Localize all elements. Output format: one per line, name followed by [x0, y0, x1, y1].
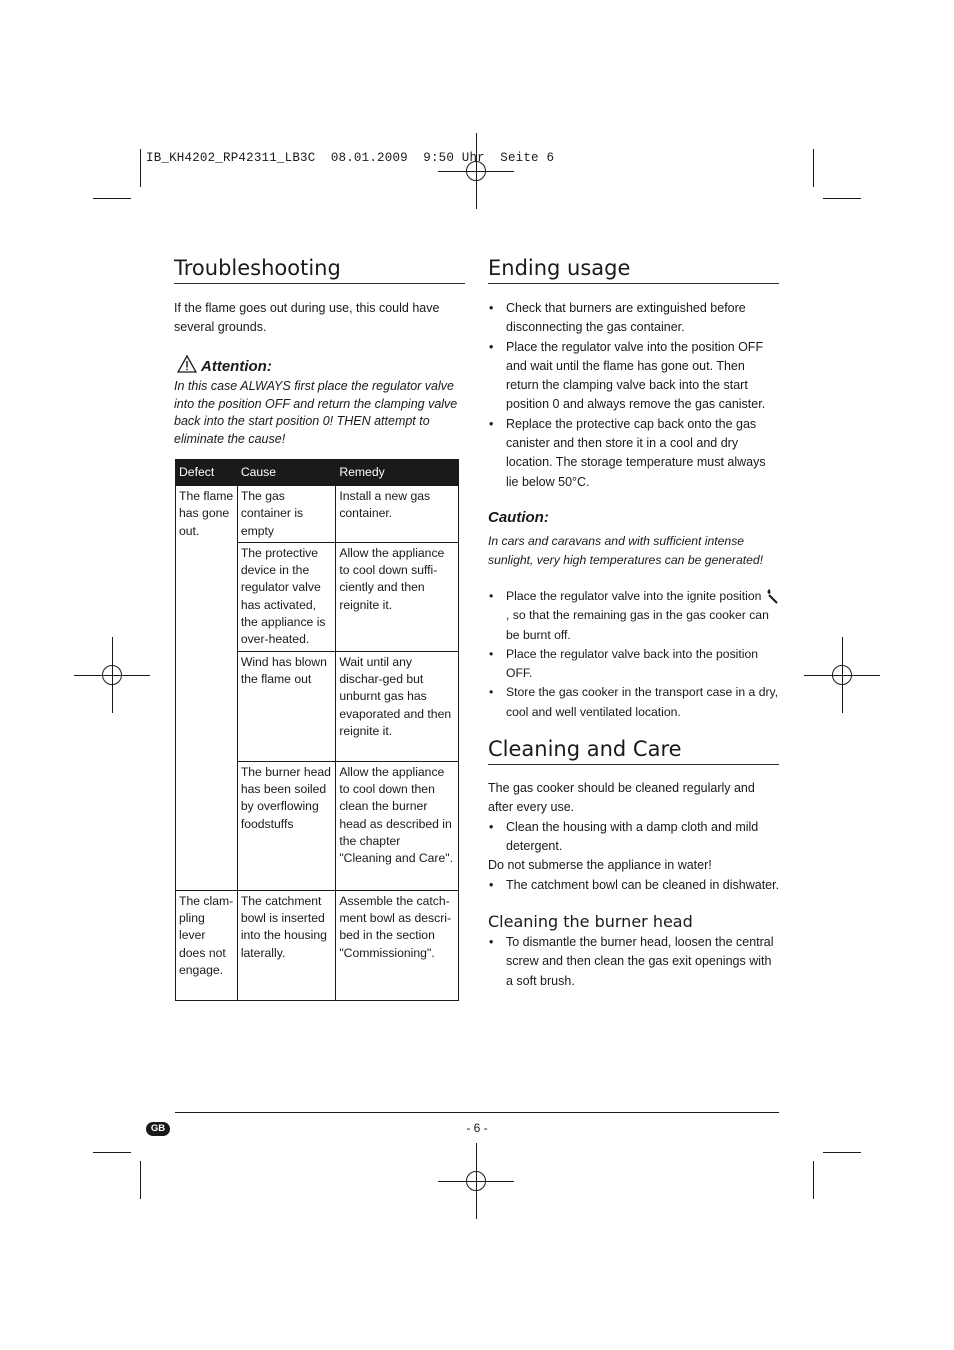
cleaning-note: Do not submerse the appliance in water! — [488, 858, 712, 872]
cleaning-intro: The gas cooker should be cleaned regularly and after every use. — [488, 781, 755, 815]
page-number: - 6 - — [466, 1121, 488, 1135]
cleaning-list — [488, 818, 780, 857]
ending-usage-list — [488, 299, 778, 492]
table-cell-defect: The flame has gone out. — [176, 486, 238, 891]
print-slug: IB_KH4202_RP42311_LB3C 08.01.2009 9:50 Uhr Seite 6 — [146, 151, 555, 165]
list-item-text: , so that the remaining gas in the gas cooker can be burnt off. — [506, 608, 769, 642]
table-header-remedy: Remedy — [336, 460, 459, 486]
table-header-cause: Cause — [237, 460, 336, 486]
crop-mark — [823, 198, 861, 199]
table-cell-cause: Wind has blown the flame out — [237, 651, 336, 761]
list-item: • Replace the protective cap back onto the gas canister and then store it in a cool and dry location. The storage temperature must always lie below 50°C. — [488, 415, 778, 492]
burner-head-list — [488, 933, 780, 991]
list-item: • Place the regulator valve back into the position OFF. — [488, 645, 780, 684]
table-cell-remedy: Allow the appliance to cool down then clean the burner head as described in the chapter "Cleaning and Care". — [336, 761, 459, 890]
language-badge: GB — [146, 1122, 170, 1136]
ending-usage-list-2 — [488, 587, 780, 722]
attention-line: In this case ALWAYS first place the regulator valve — [174, 379, 454, 393]
caution-title: Caution: — [488, 509, 549, 526]
list-item: • Check that burners are extinguished before disconnecting the gas container. — [488, 299, 778, 338]
registration-mark — [438, 1143, 514, 1219]
cleaning-list-2 — [488, 876, 780, 895]
burner-head-title: Cleaning the burner head — [488, 912, 693, 931]
table-header-defect: Defect — [176, 460, 238, 486]
list-item: • To dismantle the burner head, loosen the central screw and then clean the gas exit openings with a soft brush. — [488, 933, 780, 991]
caution-text: In cars and caravans and with sufficient intense sunlight, very high temperatures can be generated! — [488, 534, 764, 567]
table-row — [176, 486, 459, 543]
table-header-row — [176, 460, 459, 486]
cleaning-title: Cleaning and Care — [488, 736, 779, 765]
table-cell-cause: The gas container is empty — [237, 486, 336, 543]
attention-line: into the position OFF and return the clamping valve — [174, 396, 458, 411]
attention-title: Attention: — [201, 358, 272, 375]
ignite-position-icon — [765, 588, 779, 604]
ending-usage-title: Ending usage — [488, 255, 779, 284]
table-cell-defect: The clam-pling lever does not engage. — [176, 890, 238, 1000]
crop-mark — [93, 1152, 131, 1153]
table-row — [176, 890, 459, 1000]
warning-triangle-icon — [177, 355, 197, 373]
table-cell-remedy: Assemble the catch-ment bowl as descri-bed in the section "Commissioning". — [336, 890, 459, 1000]
crop-mark — [93, 198, 131, 199]
attention-line: eliminate the cause! — [174, 432, 286, 447]
list-item — [488, 587, 780, 645]
table-cell-cause: The protective device in the regulator valve has activated, the appliance is over-heated. — [237, 542, 336, 651]
registration-mark — [804, 637, 880, 713]
troubleshooting-intro: If the flame goes out during use, this could have several grounds. — [174, 301, 440, 335]
list-item: • The catchment bowl can be cleaned in dishwater. — [488, 876, 780, 895]
crop-mark — [823, 1152, 861, 1153]
list-item-text: Place the regulator valve into the ignite position — [506, 589, 765, 603]
attention-line: back into the start position 0! THEN attempt to — [174, 414, 430, 429]
registration-mark — [438, 133, 514, 209]
footer-rule — [175, 1112, 779, 1113]
table-cell-remedy: Allow the appliance to cool down suffi-ciently and then reignite it. — [336, 542, 459, 651]
troubleshooting-title: Troubleshooting — [174, 255, 465, 284]
crop-mark — [140, 149, 141, 187]
list-item: • Clean the housing with a damp cloth and mild detergent. — [488, 818, 780, 857]
crop-mark — [140, 1161, 141, 1199]
crop-mark — [813, 1161, 814, 1199]
attention-text — [174, 378, 474, 449]
table-cell-remedy: Install a new gas container. — [336, 486, 459, 543]
list-item: • Store the gas cooker in the transport case in a dry, cool and well ventilated location. — [488, 683, 780, 722]
crop-mark — [813, 149, 814, 187]
table-cell-cause: The burner head has been soiled by overflowing foodstuffs — [237, 761, 336, 890]
list-item: • Place the regulator valve into the position OFF and wait until the flame has gone out. Then return the clamping valve back into the start position 0 and always remove the gas canister. — [488, 338, 778, 415]
table-cell-remedy: Wait until any dischar-ged but unburnt gas has evaporated and then reignite it. — [336, 651, 459, 761]
table-cell-cause: The catchment bowl is inserted into the housing laterally. — [237, 890, 336, 1000]
troubleshooting-table — [175, 459, 459, 1001]
registration-mark — [74, 637, 150, 713]
